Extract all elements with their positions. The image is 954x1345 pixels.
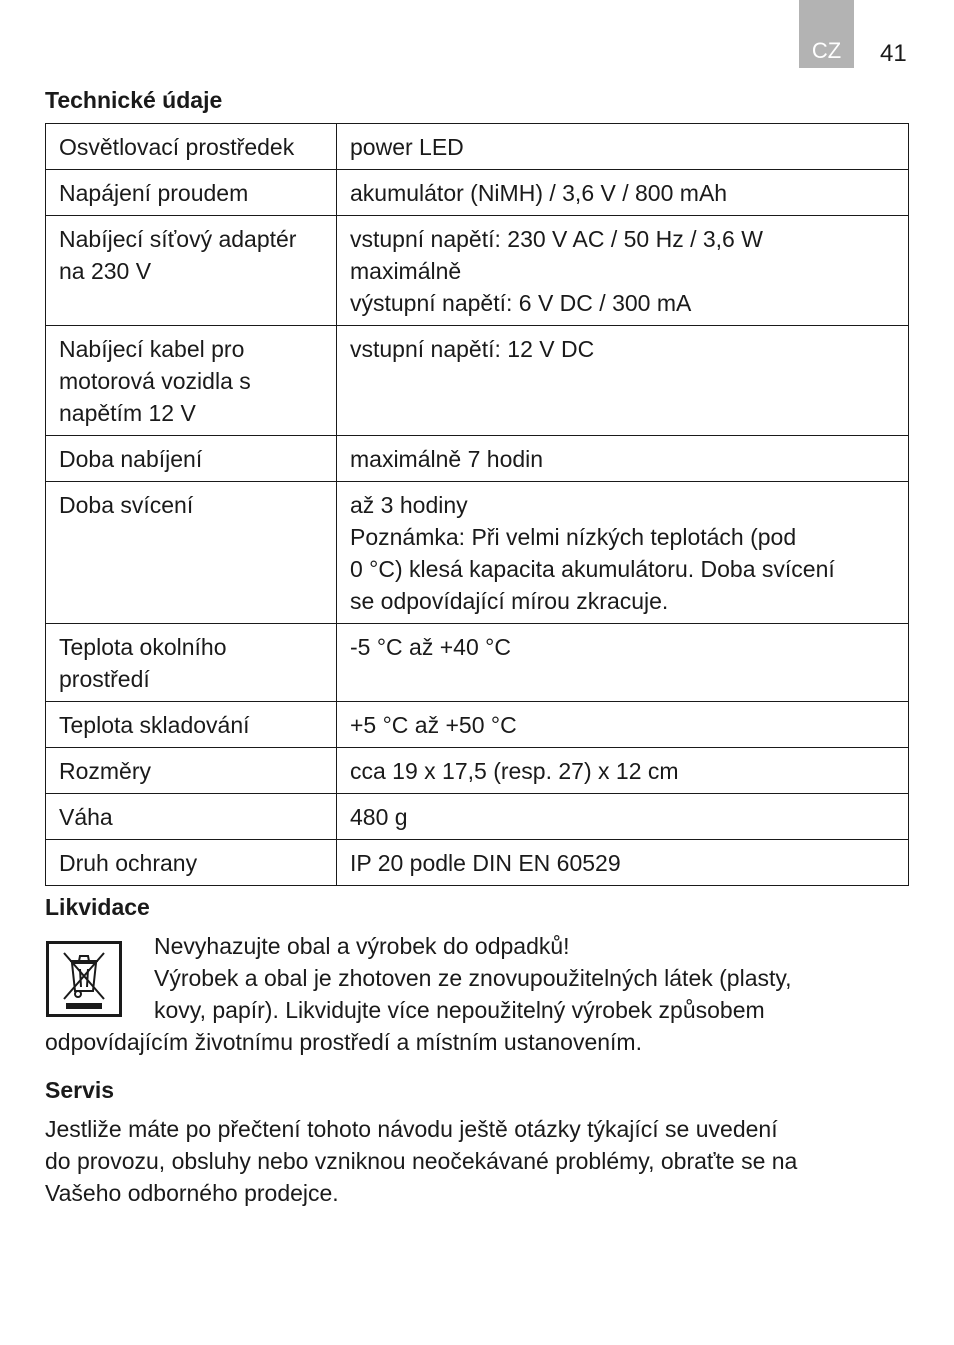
service-heading: Servis [45, 1077, 115, 1103]
spec-value-line: 480 g [350, 804, 408, 830]
spec-row [46, 624, 909, 702]
spec-value-line: Poznámka: Při velmi nízkých teplotách (pod [350, 524, 797, 550]
technical-data-table [45, 123, 909, 886]
spec-value-line: 0 °C) klesá kapacita akumulátoru. Doba svícení [350, 556, 835, 582]
spec-row [46, 794, 909, 840]
spec-label-cell [46, 840, 337, 886]
spec-row [46, 436, 909, 482]
spec-value-line: vstupní napětí: 230 V AC / 50 Hz / 3,6 W [350, 226, 763, 252]
spec-value-line: +5 °C až +50 °C [350, 712, 517, 738]
spec-label-cell [46, 748, 337, 794]
spec-label-line: Váha [59, 804, 113, 830]
service-line-1: Jestliže máte po přečtení tohoto návodu ještě otázky týkající se uvedení [45, 1116, 778, 1142]
spec-value-line: se odpovídající mírou zkracuje. [350, 588, 669, 614]
spec-label-line: Nabíjecí síťový adaptér [59, 226, 297, 252]
spec-label-cell [46, 326, 337, 436]
spec-label-line: prostředí [59, 666, 150, 692]
disposal-line-1: Nevyhazujte obal a výrobek do odpadků! [154, 933, 570, 959]
language-tab: CZ [799, 0, 854, 68]
spec-value-cell [337, 794, 909, 840]
spec-row [46, 170, 909, 216]
spec-row [46, 482, 909, 624]
service-line-3: Vašeho odborného prodejce. [45, 1180, 339, 1206]
disposal-line-4: odpovídajícím životnímu prostředí a místním ustanovením. [45, 1029, 642, 1055]
spec-row [46, 216, 909, 326]
spec-label-line: Doba svícení [59, 492, 194, 518]
spec-value-cell [337, 482, 909, 624]
spec-value-cell [337, 124, 909, 170]
page-number: 41 [880, 40, 907, 67]
spec-label-line: Druh ochrany [59, 850, 198, 876]
spec-label-cell [46, 624, 337, 702]
crossed-out-wheelie-bin-icon [46, 941, 122, 1017]
spec-value-cell [337, 436, 909, 482]
spec-row [46, 702, 909, 748]
spec-label-line: Teplota okolního [59, 634, 227, 660]
spec-label-cell [46, 124, 337, 170]
spec-label-cell [46, 436, 337, 482]
spec-label-line: Teplota skladování [59, 712, 250, 738]
spec-value-cell [337, 624, 909, 702]
spec-label-line: napětím 12 V [59, 400, 196, 426]
spec-label-line: na 230 V [59, 258, 152, 284]
spec-value-line: výstupní napětí: 6 V DC / 300 mA [350, 290, 692, 316]
service-line-2: do provozu, obsluhy nebo vzniknou neočekávané problémy, obraťte se na [45, 1148, 798, 1174]
spec-value-line: vstupní napětí: 12 V DC [350, 336, 595, 362]
spec-value-line: maximálně 7 hodin [350, 446, 544, 472]
spec-row [46, 840, 909, 886]
spec-value-cell [337, 840, 909, 886]
spec-label-line: Doba nabíjení [59, 446, 203, 472]
disposal-line-3: kovy, papír). Likvidujte více nepoužitelný výrobek způsobem [154, 997, 765, 1023]
spec-value-line: cca 19 x 17,5 (resp. 27) x 12 cm [350, 758, 679, 784]
technical-data-heading: Technické údaje [45, 87, 223, 113]
spec-row [46, 124, 909, 170]
spec-value-line: -5 °C až +40 °C [350, 634, 511, 660]
spec-label-line: Osvětlovací prostředek [59, 134, 295, 160]
spec-value-line: maximálně [350, 258, 462, 284]
spec-value-line: IP 20 podle DIN EN 60529 [350, 850, 621, 876]
spec-value-line: power LED [350, 134, 464, 160]
spec-label-cell [46, 702, 337, 748]
spec-label-cell [46, 482, 337, 624]
spec-label-line: Rozměry [59, 758, 152, 784]
spec-label-cell [46, 216, 337, 326]
spec-value-line: až 3 hodiny [350, 492, 468, 518]
spec-label-cell [46, 170, 337, 216]
spec-row [46, 326, 909, 436]
spec-value-cell [337, 748, 909, 794]
spec-value-line: akumulátor (NiMH) / 3,6 V / 800 mAh [350, 180, 728, 206]
spec-value-cell [337, 170, 909, 216]
spec-row [46, 748, 909, 794]
spec-value-cell [337, 216, 909, 326]
spec-label-line: Napájení proudem [59, 180, 249, 206]
spec-value-cell [337, 702, 909, 748]
spec-label-line: motorová vozidla s [59, 368, 251, 394]
disposal-heading: Likvidace [45, 894, 150, 920]
spec-value-cell [337, 326, 909, 436]
spec-label-line: Nabíjecí kabel pro [59, 336, 245, 362]
spec-label-cell [46, 794, 337, 840]
disposal-line-2: Výrobek a obal je zhotoven ze znovupoužitelných látek (plasty, [154, 965, 792, 991]
